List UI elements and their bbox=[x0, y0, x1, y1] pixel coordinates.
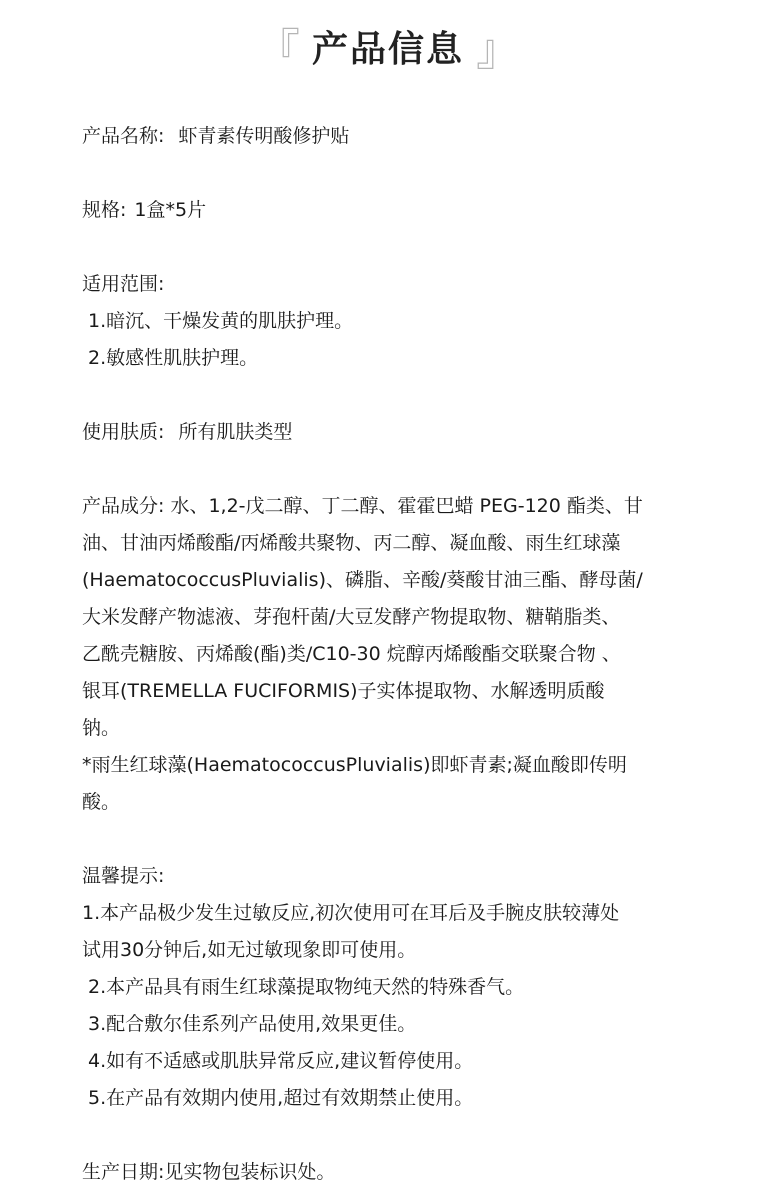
ingredients-note-line: *雨生红球藻(HaematococcusPluvialis)即虾青素;凝血酸即传明 bbox=[82, 754, 627, 776]
tips-line: 5.在产品有效期内使用,超过有效期禁止使用。 bbox=[82, 1087, 474, 1109]
tips-label: 温馨提示: bbox=[82, 865, 165, 887]
spec-row bbox=[82, 192, 722, 229]
product-name-label: 产品名称: bbox=[82, 125, 165, 147]
tips-line: 试用30分钟后,如无过敏现象即可使用。 bbox=[82, 939, 417, 961]
skin-type-row bbox=[82, 414, 722, 451]
tips-line: 2.本产品具有雨生红球藻提取物纯天然的特殊香气。 bbox=[82, 976, 525, 998]
ingredients-line: 大米发酵产物滤液、芽孢杆菌/大豆发酵产物提取物、糖鞘脂类、 bbox=[82, 606, 621, 628]
ingredients-line: 银耳(TREMELLA FUCIFORMIS)子实体提取物、水解透明质酸 bbox=[82, 680, 605, 702]
page-title-block bbox=[0, 14, 776, 78]
ingredients-note-line: 酸。 bbox=[82, 791, 121, 813]
scope-item-2: 2.敏感性肌肤护理。 bbox=[88, 347, 259, 369]
ingredients-line: 乙酰壳糖胺、丙烯酸(酯)类/C10-30 烷醇丙烯酸酯交联聚合物 、 bbox=[82, 643, 621, 665]
product-name-value: 虾青素传明酸修护贴 bbox=[178, 125, 350, 147]
skin-type-value: 所有肌肤类型 bbox=[178, 421, 293, 443]
ingredients-line: 油、甘油丙烯酸酯/丙烯酸共聚物、丙二醇、凝血酸、雨生红球藻 bbox=[82, 532, 621, 554]
ingredients-line: (HaematococcusPluvialis)、磷脂、辛酸/葵酸甘油三酯、酵母菌/ bbox=[82, 569, 643, 591]
tips-line: 4.如有不适感或肌肤异常反应,建议暂停使用。 bbox=[82, 1050, 474, 1072]
spec-label: 规格: bbox=[82, 199, 127, 221]
tips-line: 1.本产品极少发生过敏反应,初次使用可在耳后及手腕皮肤较薄处 bbox=[82, 902, 620, 924]
spec-value: 1盒*5片 bbox=[134, 199, 207, 221]
left-bracket: 『 bbox=[255, 25, 300, 76]
skin-type-label: 使用肤质: bbox=[82, 421, 165, 443]
tips-block bbox=[82, 858, 722, 1117]
product-info-content bbox=[82, 118, 722, 1191]
tips-line: 3.配合敷尔佳系列产品使用,效果更佳。 bbox=[82, 1013, 417, 1035]
production-date: 生产日期:见实物包装标识处。 bbox=[82, 1161, 336, 1183]
page-title: 产品信息 bbox=[311, 28, 464, 70]
ingredients-block bbox=[82, 488, 722, 821]
product-name-row bbox=[82, 118, 722, 155]
scope-label: 适用范围: bbox=[82, 273, 165, 295]
scope-item-1: 1.暗沉、干燥发黄的肌肤护理。 bbox=[88, 310, 354, 332]
ingredients-line: 钠。 bbox=[82, 717, 121, 739]
ingredients-line: 产品成分: 水、1,2-戊二醇、丁二醇、霍霍巴蜡 PEG-120 酯类、甘 bbox=[82, 495, 643, 517]
right-bracket: 』 bbox=[476, 25, 520, 76]
